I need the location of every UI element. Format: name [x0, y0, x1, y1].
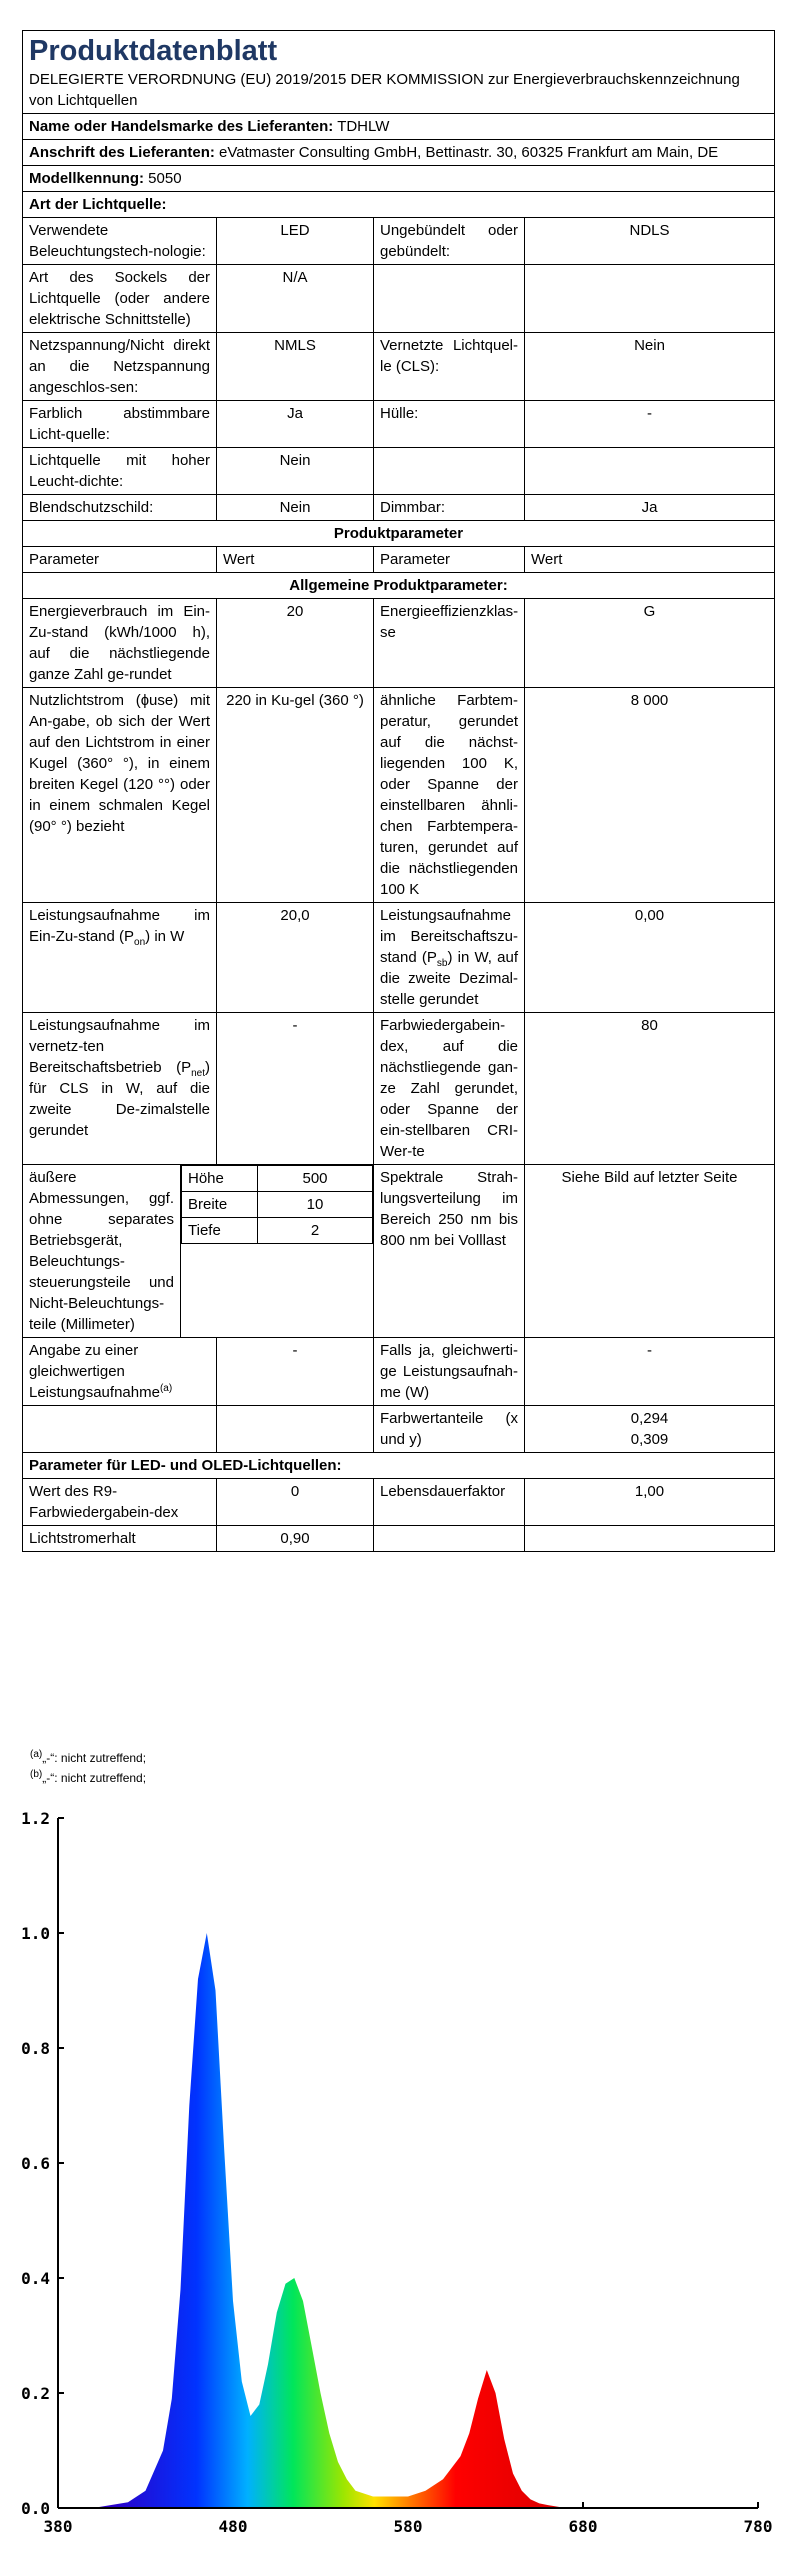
section-led: Parameter für LED- und OLED-Lichtquellen:	[23, 1453, 775, 1479]
light-label: Verwendete Beleuchtungstech-nologie:	[23, 218, 217, 265]
page-title: Produktdatenblatt	[29, 35, 278, 67]
equiv-label	[23, 1338, 217, 1406]
light-label: Blendschutzschild:	[23, 495, 217, 521]
light-row	[23, 333, 775, 401]
equiv-value: -	[217, 1338, 374, 1406]
light-row	[23, 265, 775, 333]
psb-label-a: Leistungsaufnahme im Bereitschaftszu-stand (P	[380, 907, 518, 966]
light-label-2	[374, 265, 525, 333]
y-tick-label: 0.8	[21, 2039, 50, 2058]
chroma-value	[525, 1406, 775, 1453]
param-row	[23, 1013, 775, 1165]
footnote-a-text: „-“: nicht zutreffend;	[42, 1751, 147, 1765]
maint-value: 0,90	[217, 1526, 374, 1552]
energy-value: 20	[217, 599, 374, 688]
light-label: Netzspannung/Nicht direkt an die Netzspannung angeschlos-sen:	[23, 333, 217, 401]
section-product-params: Produktparameter	[23, 521, 775, 547]
light-value: Nein	[217, 495, 374, 521]
equiv2-value: -	[525, 1338, 775, 1406]
flux-label: Nutzlichtstrom (ɸuse) mit An-gabe, ob sich der Wert auf den Lichtstrom in einer Kugel (360° °), in einem breiten Kegel (120 °°) oder in einem schmalen Kegel (90° °) bezieht	[23, 688, 217, 903]
pnet-label-a: Leistungsaufnahme im vernetz-ten Bereitschaftsbetrieb (P	[29, 1017, 210, 1076]
chroma-label: Farbwertanteile (x und y)	[374, 1406, 525, 1453]
pon-sub: on	[134, 937, 146, 948]
col-value: Wert	[217, 547, 374, 573]
dims-value: 10	[258, 1192, 373, 1218]
spd-label: Spektrale Strah-lungsverteilung im Bereich 250 nm bis 800 nm bei Volllast	[374, 1165, 525, 1338]
dims-row	[182, 1166, 373, 1192]
y-tick-label: 0.6	[21, 2154, 50, 2173]
x-tick-label: 480	[218, 2517, 248, 2536]
pon-label	[23, 903, 217, 1013]
supplier-name-label: Name oder Handelsmarke des Lieferanten:	[29, 118, 334, 135]
light-row	[23, 495, 775, 521]
x-tick-label: 380	[43, 2517, 73, 2536]
dims-row	[182, 1218, 373, 1244]
light-row	[23, 401, 775, 448]
footnote-a-mark: (a)	[30, 1749, 43, 1760]
dims-name: Breite	[182, 1192, 258, 1218]
pon-label-b: ) in W	[145, 928, 185, 945]
section-general: Allgemeine Produktparameter:	[23, 573, 775, 599]
light-value-2: -	[525, 401, 775, 448]
dims-label: äußere Abmessungen, ggf. ohne separates Betriebsgerät, Beleuchtungs-steuerungsteile und Nicht-Beleuchtungs-teile (Millimeter)	[23, 1165, 181, 1338]
footnote-a	[30, 1748, 146, 1768]
chroma-x: 0,294	[630, 1410, 669, 1427]
supplier-name-row	[23, 114, 775, 140]
y-tick-label: 1.0	[21, 1924, 50, 1943]
model-label: Modellkennung:	[29, 170, 144, 187]
param-row	[23, 1338, 775, 1406]
light-value: N/A	[217, 265, 374, 333]
dims-name: Tiefe	[182, 1218, 258, 1244]
r9-label: Wert des R9-Farbwiedergabein-dex	[23, 1479, 217, 1526]
dims-name: Höhe	[182, 1166, 258, 1192]
flux-value: 220 in Ku-gel (360 °)	[217, 688, 374, 903]
spectrum-curve	[58, 1933, 758, 2508]
section-light-source: Art der Lichtquelle:	[23, 192, 775, 218]
col-param-2: Parameter	[374, 547, 525, 573]
dims-cell	[181, 1165, 374, 1338]
footnote-b-mark: (b)	[30, 1769, 43, 1780]
light-label-2: Ungebündelt oder gebündelt:	[374, 218, 525, 265]
param-row	[23, 1406, 775, 1453]
equiv-sup: (a)	[159, 1383, 173, 1394]
y-tick-label: 0.0	[21, 2499, 50, 2518]
param-row	[23, 599, 775, 688]
light-label-2	[374, 448, 525, 495]
y-tick-label: 1.2	[21, 1809, 50, 1828]
light-label-2: Hülle:	[374, 401, 525, 448]
light-label-2: Dimmbar:	[374, 495, 525, 521]
param-row	[23, 903, 775, 1013]
regulation-text: DELEGIERTE VERORDNUNG (EU) 2019/2015 DER KOMMISSION zur Energieverbrauchskennzeichnung von Lichtquellen	[29, 71, 740, 109]
dims-table	[181, 1165, 373, 1244]
param-row	[23, 688, 775, 903]
model-id: 5050	[148, 170, 182, 187]
light-value-2: Nein	[525, 333, 775, 401]
life-label: Lebensdauerfaktor	[374, 1479, 525, 1526]
param-row	[23, 1526, 775, 1552]
spd-value: Siehe Bild auf letzter Seite	[525, 1165, 775, 1338]
col-value-2: Wert	[525, 547, 775, 573]
light-label: Art des Sockels der Lichtquelle (oder andere elektrische Schnittstelle)	[23, 265, 217, 333]
energy-label: Energieverbrauch im Ein-Zu-stand (kWh/1000 h), auf die nächstliegende ganze Zahl ge-rundet	[23, 599, 217, 688]
supplier-address: eVatmaster Consulting GmbH, Bettinastr. 30, 60325 Frankfurt am Main, DE	[219, 144, 719, 161]
cct-label: ähnliche Farbtem-peratur, gerundet auf die nächst-liegenden 100 K, oder Spanne der einstellbaren ähnli-chen Farbtempera-turen, gerundet auf die nächstliegenden 100 K	[374, 688, 525, 903]
eclass-label: Energieeffizienzklas-se	[374, 599, 525, 688]
footnote-b	[30, 1768, 146, 1788]
dims-value: 2	[258, 1218, 373, 1244]
footnotes	[30, 1748, 146, 1788]
light-value-2: NDLS	[525, 218, 775, 265]
spectrum-chart	[0, 1790, 790, 2550]
light-label: Lichtquelle mit hoher Leucht-dichte:	[23, 448, 217, 495]
equiv2-label: Falls ja, gleichwerti-ge Leistungsaufnah-me (W)	[374, 1338, 525, 1406]
empty-cell	[374, 1526, 525, 1552]
x-tick-label: 580	[393, 2517, 423, 2536]
dims-value: 500	[258, 1166, 373, 1192]
supplier-name: TDHLW	[337, 118, 390, 135]
param-row	[23, 1479, 775, 1526]
psb-label-b: ) in W, auf die zweite Dezimal-stelle gerundet	[380, 949, 518, 1008]
light-value-2: Ja	[525, 495, 775, 521]
cri-value: 80	[525, 1013, 775, 1165]
equiv-label-text: Angabe zu einer gleichwertigen Leistungsaufnahme	[29, 1342, 160, 1401]
light-label: Farblich abstimmbare Licht-quelle:	[23, 401, 217, 448]
pnet-label	[23, 1013, 217, 1165]
psb-value: 0,00	[525, 903, 775, 1013]
empty-cell	[525, 1526, 775, 1552]
life-value: 1,00	[525, 1479, 775, 1526]
column-header-row	[23, 547, 775, 573]
light-label-2: Vernetzte Lichtquel-le (CLS):	[374, 333, 525, 401]
eclass-value: G	[525, 599, 775, 688]
header-cell	[23, 31, 775, 114]
light-value: Nein	[217, 448, 374, 495]
pon-label-a: Leistungsaufnahme im Ein-Zu-stand (P	[29, 907, 210, 945]
y-tick-label: 0.4	[21, 2269, 50, 2288]
pnet-value: -	[217, 1013, 374, 1165]
light-row	[23, 218, 775, 265]
maint-label: Lichtstromerhalt	[23, 1526, 217, 1552]
cri-label: Farbwiedergabein-dex, auf die nächstliegende gan-ze Zahl gerundet, oder Spanne der ein-stellbaren CRI-Wer-te	[374, 1013, 525, 1165]
dims-row	[182, 1192, 373, 1218]
light-value-2	[525, 448, 775, 495]
psb-sub: sb	[436, 958, 448, 969]
cct-value: 8 000	[525, 688, 775, 903]
y-tick-label: 0.2	[21, 2384, 50, 2403]
light-value: LED	[217, 218, 374, 265]
light-value: NMLS	[217, 333, 374, 401]
pnet-label-b: ) für CLS in W, auf die zweite De-zimalstelle gerundet	[29, 1059, 210, 1139]
pon-value: 20,0	[217, 903, 374, 1013]
empty-cell	[217, 1406, 374, 1453]
r9-value: 0	[217, 1479, 374, 1526]
light-value-2	[525, 265, 775, 333]
model-row	[23, 166, 775, 192]
supplier-address-row	[23, 140, 775, 166]
chroma-y: 0,309	[630, 1431, 669, 1448]
psb-label	[374, 903, 525, 1013]
light-row	[23, 448, 775, 495]
col-param: Parameter	[23, 547, 217, 573]
product-datasheet	[22, 30, 775, 1552]
empty-cell	[23, 1406, 217, 1453]
x-tick-label: 680	[568, 2517, 598, 2536]
supplier-address-label: Anschrift des Lieferanten:	[29, 144, 215, 161]
x-tick-label: 780	[743, 2517, 773, 2536]
footnote-b-text: „-“: nicht zutreffend;	[42, 1771, 147, 1785]
pnet-sub: net	[191, 1068, 205, 1079]
dimensions-row	[23, 1165, 775, 1338]
light-value: Ja	[217, 401, 374, 448]
